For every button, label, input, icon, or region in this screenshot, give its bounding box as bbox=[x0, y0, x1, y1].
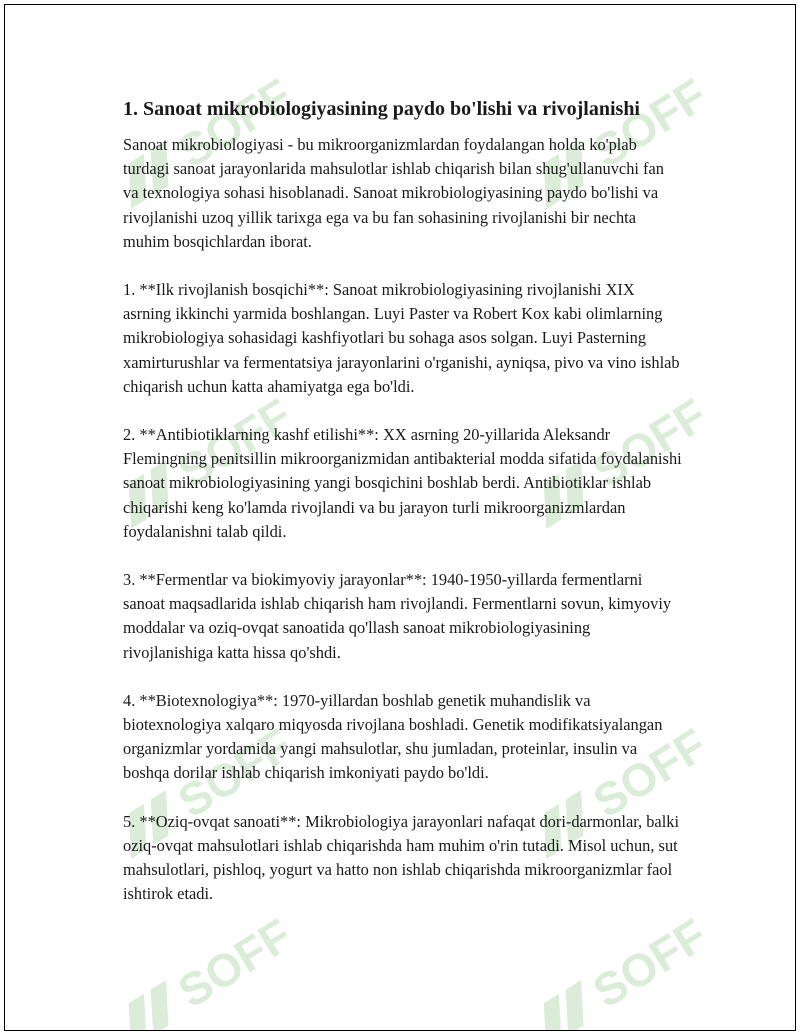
paragraph-3-fermentlar: 3. **Fermentlar va biokimyoviy jarayonlar**: 1940-1950-yillarda fermentlarni sanoat maqsadlarida ishlab chiqarish ham rivojlandi. Fermentlarni sovun, kimyoviy moddalar va oziq-ovqat sanoatida qo'llash sanoat mikrobiologiyasining rivojlanishiga katta hissa qo'shdi. bbox=[123, 570, 672, 662]
watermark-layer: SOFF bbox=[5, 5, 796, 1031]
intro-paragraph: Sanoat mikrobiologiyasi - bu mikroorganizmlardan foydalangan holda ko'plab turdagi sanoat jarayonlarida mahsulotlar ishlab chiqarish bilan shug'ullanuvchi fan va texnologiya sohasi hisoblanadi. Sanoat mikrobiologiyasining paydo bo'lishi va rivojlanishi uzoq yillik tarixga ega va bu fan sohasining rivojlanishi bir nechta muhim bosqichlardan iborat. bbox=[123, 135, 664, 251]
paragraph-5-oziq-ovqat: 5. **Oziq-ovqat sanoati**: Mikrobiologiya jarayonlari nafaqat dori-darmonlar, balki oziq-ovqat mahsulotlari ishlab chiqarishda ham muhim o'rin tutadi. Misol uchun, sut mahsulotlari, pishloq, yogurt va hatto non ishlab chiqarishda mikroorganizmlar faol ishtirok etadi. bbox=[123, 811, 680, 904]
paragraph-1-ilk-rivojlanish: 1. **Ilk rivojlanish bosqichi**: Sanoat mikrobiologiyasining rivojlanishi XIX asrning ikkinchi yarmida boshlangan. Luyi Paster va Robert Kox kabi olimlarning mikrobiologiya sohasidagi kashfiyotlari bu sohaga asos solgan. Luyi Pasterning xamirturushlar va fermentatsiya jarayonlarini o'rganishi, ayniqsa, pivo va vino ishlab chiqarish uchun katta ahamiyatga ega bo'ldi. bbox=[123, 280, 680, 396]
document-title: 1. Sanoat mikrobiologiyasining paydo bo'lishi va rivojlanishi bbox=[123, 98, 640, 120]
paragraph-4-biotexnologiya: 4. **Biotexnologiya**: 1970-yillardan boshlab genetik muhandislik va biotexnologiya xalqaro miqyosda rivojlana boshladi. Genetik modifikatsiyalangan organizmlar yordamida yangi mahsulotlar, shu jumladan, proteinlar, insulin va boshqa dorilar ishlab chiqarish imkoniyati paydo bo'ldi. bbox=[123, 690, 663, 783]
document-page bbox=[4, 4, 796, 1031]
document-body bbox=[123, 97, 683, 930]
paragraph-2-antibiotiklar: 2. **Antibiotiklarning kashf etilishi**: XX asrning 20-yillarida Aleksandr Flemingning penitsillin mikroorganizmidan antibakterial modda sifatida foydalanishi sanoat mikrobiologiyasining yangi bosqichini boshlab berdi. Antibiotiklar ishlab chiqarishi keng ko'lamda rivojlandi va bu jarayon turli mikroorganizmlardan foydalanishni talab qildi. bbox=[123, 425, 682, 541]
